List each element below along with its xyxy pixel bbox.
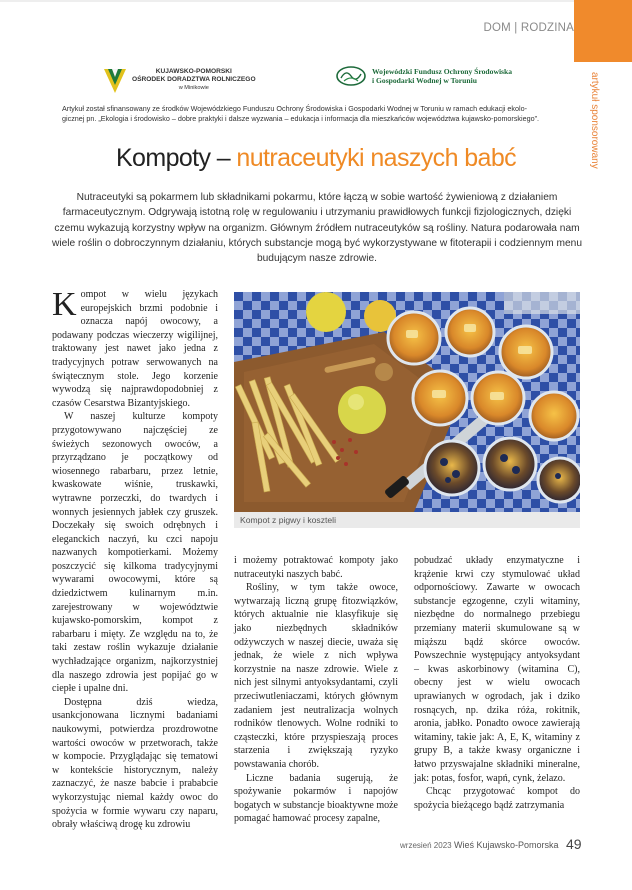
- top-rule: [0, 0, 632, 2]
- lead-paragraph: Nutraceutyki są pokarmem lub składnikami pokarmu, które łączą w sobie wartość żywieniową z działaniem farmaceutycznym. Odgrywają istotną rolę w regulowaniu i utrzymaniu prawidłowych funkcji fizjologicznych, dzięki czemu wykazują korzystny wpływ na organizm. Głównym źródłem nutraceutyków są rośliny. Natura podarowała nam wiele roślin o dobroczynnym działaniu, których substancje mogą być wykorzystywane w fitoterapii i codziennym menu budującym nasze zdrowie.: [52, 192, 582, 265]
- title-main: Kompoty –: [115, 144, 237, 172]
- section-color-tab: [574, 0, 632, 62]
- article-title: [0, 144, 632, 173]
- magazine-name: Wieś Kujawsko-Pomorska: [454, 840, 559, 850]
- article-column-2: [234, 554, 398, 826]
- article-column-3: [414, 554, 580, 812]
- article-paragraph: W naszej kulturze kompoty przygotowywano najczęściej ze świeżych sezonowych owoców, a przyrządzano je początkowy od wiosennego rabarbaru, przez letnie, kwaskowate wiśnie, truskawki, wytrawne porzeczki, do twardych i wonnych jesiennych jabłek czy gruszek. Doczekały się swoich odrębnych i eleganckich naczyń, ku czci napoju nazwanych kompotierkami. Możemy poszczycić się kilkoma tradycyjnymi wywarami owocowymi, które są dziedzictwem kulinarnym m.in. zarejestrowany w województwie kujawsko-pomorskim, kompot z rabarbaru i mięty. Ze względu na to, że taki zestaw roślin wykazuje działanie wychładzające organizm, najkorzystniej dla naszego zdrowia jest popijać go w ciepłe i upalne dni.: [52, 411, 218, 695]
- funding-note-line: Artykuł został sfinansowany ze środków Wojewódzkiego Funduszu Ochrony Środowiska i Gospodarki Wodnej w Toruniu w ramach edukacji ekolo-: [62, 104, 528, 113]
- article-paragraph: Liczne badania sugerują, że spożywanie pokarmów i napojów bogatych w substancje bioaktywne może pomagać hamować procesy zapalne,: [234, 772, 398, 825]
- funding-note: [62, 104, 580, 124]
- article-paragraph: Rośliny, w tym także owoce, wytwarzają liczną grupę fitozwiązków, których aktualnie nie klasyfikuje się jako niezbędnych składników odżywczych w naszej diecie, uważa się jednak, że wiele z nich wpływa korzystnie na nasze zdrowie. Wiele z nich jest silnymi antyoksydantami, czyli przeciwutleniaczami, których głównym zadaniem jest neutralizacja wolnych rodników tlenowych. Wolne rodniki to cząsteczki, które przyspieszają proces starzenia i zwiększają ryzyko powstawania chorób.: [234, 582, 398, 770]
- page-number: 49: [566, 836, 582, 852]
- drop-cap: K: [52, 286, 77, 323]
- article-paragraph: i możemy potraktować kompoty jako nutraceutyki naszych babć.: [234, 555, 398, 580]
- article-paragraph: Dostępna dziś wiedza, usankcjonowana licznymi badaniami naukowymi, potwierdza prozdrowotne wartości owoców w przetworach, także w kompocie. Przyglądając się tematowi w kontekście historycznym, należy zaznaczyć, że nasze babcie i prababcie wykorzystując niemal każdy owoc do spożycia w formie wywaru czy naparu, obrały właściwą drogę ku zdrowiu: [52, 696, 218, 831]
- wfosigw-logo-icon: [336, 66, 366, 86]
- article-paragraph: Kompot w wielu językach europejskich brzmi podobnie i oznacza napój owocowy, a podawany podczas wieczerzy wigilijnej, traktowany jest nawet jako jedna z tradycyjnych potraw serwowanych na świątecznym stole. Jego korzenie wywodzą się najprawdopodobniej z czasów Cesarstwa Bizantyjskiego.: [52, 286, 218, 409]
- kpodr-logo-text: KUJAWSKO-POMORSKI OŚRODEK DORADZTWA ROLNICZEGO w Minikowie: [132, 68, 256, 91]
- wfosigw-logo-text: Wojewódzki Fundusz Ochrony Środowiska i Gospodarki Wodnej w Toruniu: [372, 67, 513, 85]
- sponsored-side-label: artykuł sponsorowany: [589, 72, 600, 169]
- compote-photo-illustration: [234, 292, 580, 512]
- article-column-1: [52, 288, 218, 832]
- kpodr-logo: [104, 64, 256, 96]
- article-paragraph: Chcąc przygotować kompot do spożycia bieżącego bądź zatrzymania: [414, 786, 580, 811]
- funding-note-line: gicznej pn. „Ekologia i środowisko – dobre praktyki i dalsze wyzwania – edukacja i informacja dla mieszkańców województwa kujawsko-pomorskiego”.: [62, 114, 539, 123]
- section-label: DOM | RODZINA: [483, 22, 574, 34]
- wfosigw-logo: [336, 66, 512, 86]
- kpodr-logo-icon: [104, 67, 126, 93]
- photo-caption: Kompot z pigwy i koszteli: [234, 512, 580, 528]
- article-photo: [234, 292, 580, 512]
- title-accent: nutraceutyki naszych babć: [236, 144, 517, 172]
- article-paragraph: pobudzać układy enzymatyczne i krążenie krwi czy stymulować układ odpornościowy. Zawarte w owocach substancje egzogenne, czyli witaminy, niezbędne do normalnego przebiegu przemiany materii skumulowane są w miąższu bądź skórce owoców. Powszechnie występujący antyoksydant – kwas askorbinowy (witamina C), obecny jest w wielu owocach uprawianych w ogrodach, jak i dziko rosnących, np. dzika róża, rokitnik, aronia, jabłko. Ponadto owoce zawierają witaminy, takie jak: A, E, K, witaminy z grupy B, a także kwasy organiczne i łatwo przyswajalne składniki mineralne, jak: potas, fosfor, wapń, cynk, żelazo.: [414, 555, 580, 784]
- issue-date: wrzesień 2023: [400, 841, 452, 850]
